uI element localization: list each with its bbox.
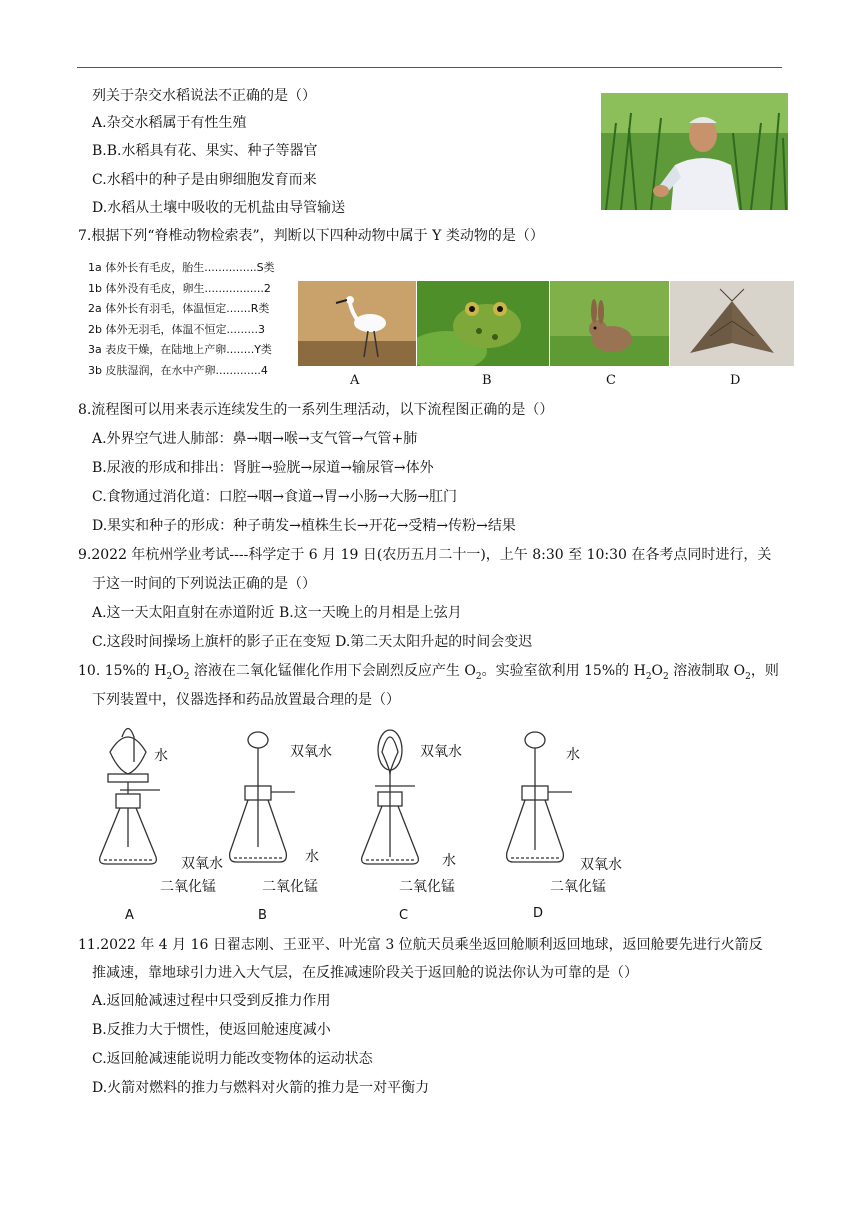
key-row: 1a 体外长有毛皮，胎生...............S类 <box>88 261 275 274</box>
q6-option-c: C.水稻中的种子是由卵细胞发育而来 <box>92 172 317 188</box>
label-d-water: 水 <box>566 747 580 763</box>
key-row: 1b 体外没有毛皮，卵生.................2 <box>88 281 271 295</box>
vertebrate-key <box>88 258 275 381</box>
q8-option-d: D.果实和种子的形成：种子萌发→植株生长→开花→受精→传粉→结果 <box>92 518 516 534</box>
label-b-water: 水 <box>305 849 319 865</box>
moth-photo <box>670 281 794 366</box>
q11-stem-line1: 11.2022 年 4 月 16 日翟志刚、王亚平、叶光富 3 位航天员乘坐返回舱顺利返回地球，返回舱要先进行火箭反 <box>78 937 763 953</box>
label-c-mno2: 二氧化锰 <box>399 879 455 895</box>
q10-stem-line1: 10. 15%的 $H_2O_2$ 溶液在二氧化锰催化作用下会剧烈反应产生 $O_2$。实验室欲利用 15%的 $H_2O_2$ 溶液制取 $O_2$，则 <box>78 663 779 682</box>
q11-stem-line2: 推减速，靠地球引力进入大气层，在反推减速阶段关于返回舱的说法你认为可靠的是（） <box>92 965 638 981</box>
label-d-h2o2: 双氧水 <box>580 857 622 873</box>
q11-option-b: B.反推力大于惯性，使返回舱速度减小 <box>92 1022 331 1038</box>
q8-option-b: B.尿液的形成和排出：肾脏→验胱→尿道→输尿管→体外 <box>92 460 434 476</box>
q7-stem: 7.根据下列“脊椎动物检索表”，判断以下四种动物中属于 Y 类动物的是（） <box>78 228 544 244</box>
label-c-water: 水 <box>442 853 456 869</box>
q11-option-a: A.返回舱减速过程中只受到反推力作用 <box>92 993 331 1009</box>
label-a-water: 水 <box>154 748 168 764</box>
key-row: 3b 皮肤湿润，在水中产卵.............4 <box>88 363 268 377</box>
q8-option-a: A.外界空气进人肺部：鼻→咽→喉→支气管→气管+肺 <box>92 431 418 447</box>
caption-c: C <box>606 373 616 388</box>
header-rule <box>77 67 782 68</box>
key-row: 2a 体外长有羽毛，体温恒定.......R类 <box>88 302 270 315</box>
apparatus-letter-d: D <box>533 906 544 921</box>
caption-b: B <box>482 373 492 388</box>
q9-options-cd: C.这段时间操场上旗杆的影子正在变短 D.第二天太阳升起的时间会变迟 <box>92 634 533 650</box>
label-a-h2o2: 双氧水 <box>181 856 223 872</box>
label-a-mno2: 二氧化锰 <box>160 879 216 895</box>
rabbit-photo <box>550 281 669 366</box>
frog-photo <box>417 281 549 366</box>
key-row: 3a 表皮干燥，在陆地上产卵........Y类 <box>88 343 272 356</box>
apparatus-letter-b: B <box>258 908 267 923</box>
caption-a: A <box>350 373 360 388</box>
apparatus-diagrams <box>90 712 650 897</box>
q9-stem-line2: 于这一时间的下列说法正确的是（） <box>92 576 316 592</box>
q10-stem-line2: 下列装置中，仪器选择和药品放置最合理的是（） <box>92 692 400 708</box>
q11-option-d: D.火箭对燃料的推力与燃料对火箭的推力是一对平衡力 <box>92 1080 430 1096</box>
apparatus-letter-a: A <box>125 908 134 923</box>
q8-stem: 8.流程图可以用来表示连续发生的一系列生理活动，以下流程图正确的是（） <box>78 402 554 418</box>
label-b-mno2: 二氧化锰 <box>262 879 318 895</box>
q9-options-ab: A.这一天太阳直射在赤道附近 B.这一天晚上的月相是上弦月 <box>92 605 462 621</box>
q8-option-c: C.食物通过消化道：口腔→咽→食道→胃→小肠→大肠→肛门 <box>92 489 458 505</box>
key-row: 2b 体外无羽毛，体温不恒定.........3 <box>88 322 265 336</box>
q6-option-d: D.水稻从土壤中吸收的无机盐由导管输送 <box>92 200 346 216</box>
q6-stem: 列关于杂交水稻说法不正确的是（） <box>92 88 316 104</box>
egret-photo <box>298 281 416 366</box>
q6-option-a: A.杂交水稻属于有性生殖 <box>92 115 247 131</box>
caption-d: D <box>730 373 741 388</box>
rice-scientist-photo <box>601 93 788 210</box>
q11-option-c: C.返回舱减速能说明力能改变物体的运动状态 <box>92 1051 373 1067</box>
q6-option-b: B.B.水稻具有花、果实、种子等器官 <box>92 143 318 159</box>
label-c-h2o2: 双氧水 <box>420 744 462 760</box>
q9-stem-line1: 9.2022 年杭州学业考试----科学定于 6 月 19 日(农历五月二十一)，上午 8:30 至 10:30 在各考点同时进行，关 <box>78 547 772 563</box>
label-b-h2o2: 双氧水 <box>290 744 332 760</box>
label-d-mno2: 二氧化锰 <box>550 879 606 895</box>
apparatus-letter-c: C <box>399 908 409 923</box>
